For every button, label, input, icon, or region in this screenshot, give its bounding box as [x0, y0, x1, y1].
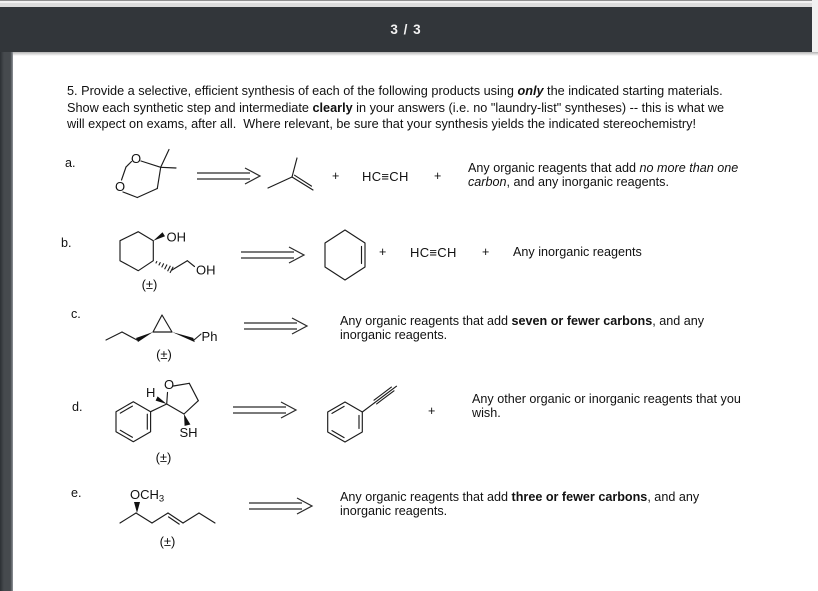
- alkyne-bonds: [362, 386, 396, 412]
- structure-a-isobutylene: [262, 151, 320, 195]
- structure-e-product-methoxy-heptene: [112, 486, 230, 550]
- racemic-label: (±): [159, 534, 176, 549]
- racemic-label: (±): [141, 277, 158, 292]
- plus-sign: +: [428, 404, 436, 418]
- item-a-reagents-text: Any organic reagents that add no more than one carbon, and any inorganic reagents.: [468, 161, 739, 190]
- item-c-label: c.: [71, 307, 81, 321]
- header-right-gap: [812, 0, 818, 52]
- plus-sign: +: [379, 245, 387, 259]
- bonds: [172, 261, 195, 270]
- aromatic-double-bonds: [332, 406, 359, 437]
- structure-c-product-cyclopropane: [98, 308, 233, 364]
- plus-sign: +: [434, 169, 442, 183]
- page-left-edge: [0, 52, 13, 591]
- cyclohexane-ring: [120, 232, 153, 271]
- wedge-bond: [172, 332, 195, 342]
- bonds: [120, 513, 215, 524]
- structure-d-phenylacetylene: [320, 377, 410, 443]
- item-b-label: b.: [61, 236, 72, 250]
- methoxy-label: OCH3: [130, 487, 165, 505]
- phenyl-label: Ph: [201, 329, 218, 344]
- thiol-label: SH: [179, 425, 198, 440]
- item-e-label: e.: [71, 486, 82, 500]
- retrosynthesis-arrow-icon: [243, 316, 309, 336]
- item-c-reagents-text: Any organic reagents that add seven or fewer carbons, and any inorganic reagents.: [340, 314, 705, 343]
- page-indicator: 3 / 3: [390, 22, 422, 37]
- structure-d-product-thf-thiol: [105, 374, 220, 469]
- oxygen-label: O: [130, 151, 142, 166]
- aromatic-double-bonds: [120, 406, 147, 437]
- structure-b-product-diol: [112, 223, 232, 295]
- item-e-reagents-text: Any organic reagents that add three or fewer carbons, and any inorganic reagents.: [340, 490, 700, 519]
- racemic-label: (±): [155, 450, 172, 465]
- cyclohexene-ring: [325, 230, 365, 280]
- item-d-reagents-text: Any other organic or inorganic reagents that you wish.: [472, 392, 741, 421]
- question-intro: 5. Provide a selective, efficient synthesis of each of the following products using only the indicated starting materials. Show each synthetic step and intermediate clearly in your answers (i.e. no "laundry-list" syntheses) -- this is what we will expect on exams, after all. Where relevant, be sure that your synthesis yields the indicated stereochemistry!: [67, 84, 725, 131]
- structure-a-product-dioxane: [100, 146, 200, 208]
- bonds: [122, 150, 177, 198]
- wedge-bond: [136, 332, 153, 342]
- acetylene-formula: HC≡CH: [362, 169, 409, 184]
- cyclopropane-ring: [153, 315, 172, 332]
- retrosynthesis-arrow-icon: [240, 245, 306, 265]
- structure-b-cyclohexene: [322, 226, 370, 284]
- window-top-strip: [0, 0, 818, 7]
- plus-sign: +: [332, 169, 340, 183]
- oxygen-label: O: [114, 179, 126, 194]
- plus-sign: +: [482, 245, 490, 259]
- viewer-header-bar: [0, 7, 812, 52]
- bonds: [268, 158, 313, 190]
- wedge-bond: [156, 396, 167, 404]
- phenyl-ring: [328, 402, 363, 442]
- item-a-label: a.: [65, 156, 76, 170]
- wedge-bond: [134, 502, 140, 513]
- hashed-bond: [156, 261, 173, 273]
- phenyl-ring: [116, 402, 151, 442]
- retrosynthesis-arrow-icon: [232, 400, 298, 420]
- retrosynthesis-arrow-icon: [248, 496, 314, 516]
- header-shadow: [0, 52, 818, 56]
- acetylene-formula: HC≡CH: [410, 245, 457, 260]
- item-d-label: d.: [72, 400, 83, 414]
- item-b-reagents-text: Any inorganic reagents: [513, 245, 642, 259]
- hydroxyl-label: OH: [196, 262, 216, 278]
- wedge-bond: [153, 232, 165, 240]
- racemic-label: (±): [156, 347, 172, 362]
- retrosynthesis-arrow-icon: [196, 166, 262, 186]
- oxygen-label: O: [163, 377, 175, 392]
- bonds: [106, 332, 201, 340]
- hydrogen-label: H: [146, 385, 156, 400]
- hydroxyl-label: OH: [166, 229, 186, 245]
